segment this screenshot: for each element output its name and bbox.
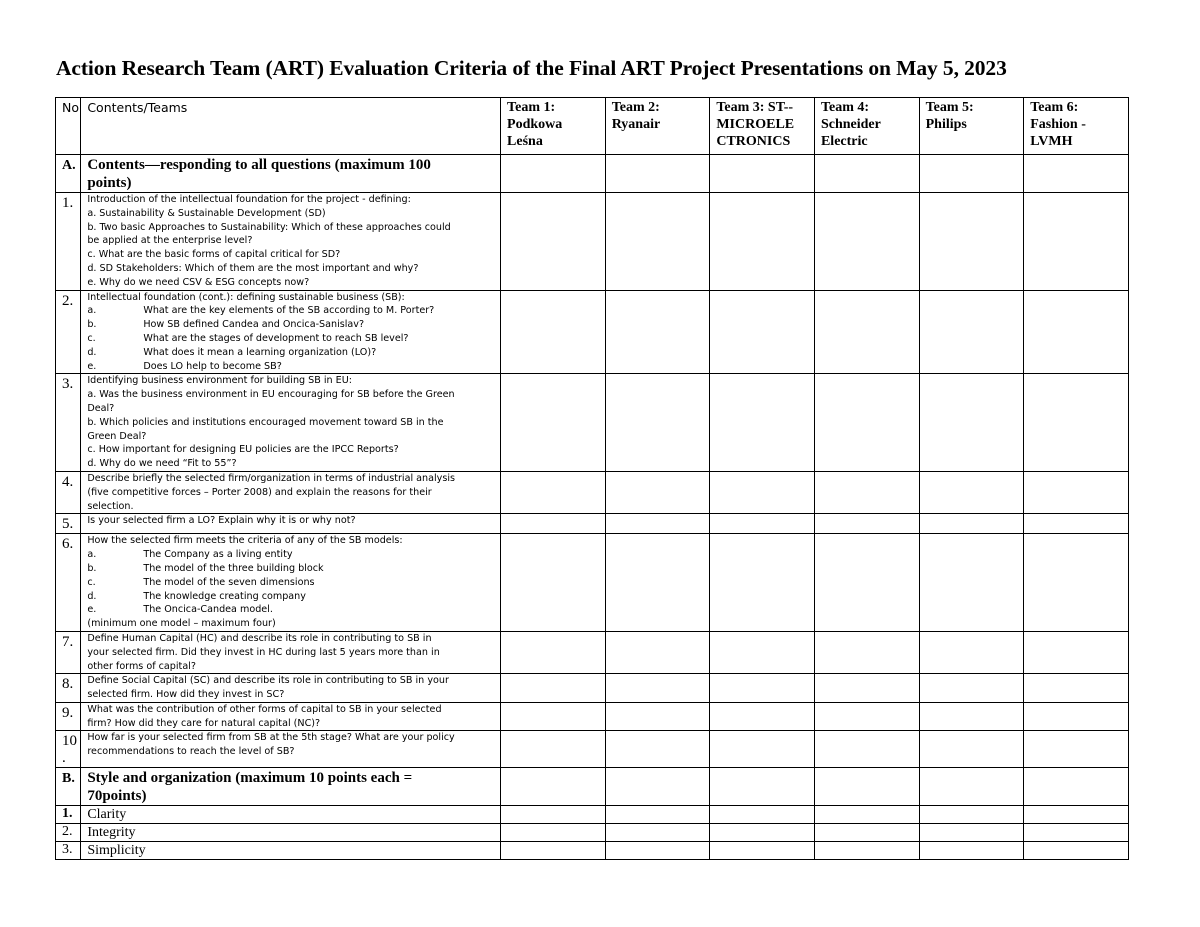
score-cell-team-2[interactable]: [605, 290, 710, 374]
score-cell-team-2[interactable]: [605, 842, 710, 860]
score-cell-team-3[interactable]: [710, 674, 815, 703]
score-cell-team-1[interactable]: [501, 806, 606, 824]
question-no-text: 3.: [62, 376, 74, 393]
question-line: Introduction of the intellectual foundation for the project - defining:: [87, 194, 411, 205]
question-row: [56, 534, 1129, 632]
question-no-text: 7.: [62, 633, 74, 650]
question-line: other forms of capital?: [87, 660, 196, 672]
question-no-text: 6.: [62, 536, 74, 553]
item-letter: b.: [87, 562, 97, 574]
question-text: [81, 702, 501, 731]
question-text: [81, 374, 501, 472]
team-name-line: LVMH: [1030, 134, 1073, 149]
question-line: selection.: [87, 500, 134, 512]
header-team-5: [919, 98, 1024, 155]
question-row: [56, 702, 1129, 731]
score-cell-team-6[interactable]: [1024, 374, 1129, 472]
score-cell-team-4[interactable]: [814, 674, 919, 703]
question-text: [81, 534, 501, 632]
question-text: [81, 471, 501, 513]
item-text: The model of the seven dimensions: [143, 576, 315, 588]
item-letter: c.: [87, 576, 96, 588]
question-item: [87, 603, 494, 617]
header-team-2: [605, 98, 710, 155]
page-title: Action Research Team (ART) Evaluation Criteria of the Final ART Project Presentations on May 5, 2023: [56, 56, 1007, 80]
score-cell-team-5[interactable]: [919, 193, 1024, 291]
score-cell-team-3[interactable]: [710, 374, 815, 472]
score-cell-team-1[interactable]: [501, 824, 606, 842]
header-no: No: [56, 98, 81, 155]
style-row: [56, 824, 1129, 842]
question-no-text: 5.: [62, 516, 74, 533]
question-item: [87, 590, 494, 604]
section-heading: [81, 768, 501, 806]
question-text: [81, 631, 501, 673]
section-b-row: [56, 768, 1129, 806]
question-line: What was the contribution of other forms of capital to SB in your selected: [87, 703, 442, 715]
question-no-text: 9.: [62, 704, 74, 721]
question-no: [56, 674, 81, 703]
question-no: [56, 374, 81, 472]
score-cell-team-4[interactable]: [814, 806, 919, 824]
style-no: 3.: [56, 842, 81, 860]
score-cell-team-1[interactable]: [501, 514, 606, 534]
question-no-text: 2.: [62, 292, 74, 309]
question-line: d. SD Stakeholders: Which of them are the most important and why?: [87, 262, 419, 274]
item-letter: c.: [87, 332, 96, 344]
score-cell-team-6[interactable]: [1024, 806, 1129, 824]
team-name-line: Team 3: ST--: [716, 100, 794, 115]
question-line: (five competitive forces – Porter 2008) and explain the reasons for their: [87, 486, 432, 498]
section-heading: [81, 155, 501, 193]
score-cell-team-4[interactable]: [814, 631, 919, 673]
score-cell-team-5[interactable]: [919, 842, 1024, 860]
score-cell-team-2[interactable]: [605, 514, 710, 534]
score-cell-team-6[interactable]: [1024, 193, 1129, 291]
question-item: [87, 562, 494, 576]
question-line: e. Why do we need CSV & ESG concepts now?: [87, 276, 310, 288]
question-item: [87, 548, 494, 562]
section-heading-line: points): [87, 175, 132, 191]
score-cell-team-6[interactable]: [1024, 514, 1129, 534]
score-cell-team-5[interactable]: [919, 471, 1024, 513]
item-letter: d.: [87, 346, 97, 358]
score-cell-team-4[interactable]: [814, 290, 919, 374]
score-cell-team-5[interactable]: [919, 768, 1024, 806]
score-cell-team-5[interactable]: [919, 534, 1024, 632]
score-cell-team-6[interactable]: [1024, 534, 1129, 632]
score-cell-team-3[interactable]: [710, 290, 815, 374]
question-row: [56, 631, 1129, 673]
score-cell-team-2[interactable]: [605, 702, 710, 731]
score-cell-team-2[interactable]: [605, 155, 710, 193]
question-text: [81, 674, 501, 703]
question-line: Green Deal?: [87, 430, 147, 442]
question-row: [56, 674, 1129, 703]
question-row: [56, 471, 1129, 513]
question-line: Define Human Capital (HC) and describe its role in contributing to SB in: [87, 632, 432, 644]
score-cell-team-1[interactable]: [501, 702, 606, 731]
score-cell-team-1[interactable]: [501, 471, 606, 513]
item-letter: e.: [87, 604, 97, 616]
score-cell-team-5[interactable]: [919, 824, 1024, 842]
score-cell-team-2[interactable]: [605, 534, 710, 632]
score-cell-team-4[interactable]: [814, 471, 919, 513]
score-cell-team-3[interactable]: [710, 514, 815, 534]
score-cell-team-1[interactable]: [501, 731, 606, 768]
question-line: a. Sustainability & Sustainable Development (SD): [87, 207, 326, 219]
question-no: [56, 193, 81, 291]
question-intro: Intellectual foundation (cont.): defining sustainable business (SB):: [87, 291, 405, 303]
question-row: [56, 731, 1129, 768]
question-item: [87, 360, 494, 374]
evaluation-table: [55, 97, 1129, 860]
header-team-6: [1024, 98, 1129, 155]
score-cell-team-2[interactable]: [605, 374, 710, 472]
score-cell-team-3[interactable]: [710, 155, 815, 193]
score-cell-team-6[interactable]: [1024, 824, 1129, 842]
score-cell-team-2[interactable]: [605, 806, 710, 824]
item-letter: e.: [87, 360, 97, 372]
score-cell-team-2[interactable]: [605, 824, 710, 842]
style-no: 2.: [56, 824, 81, 842]
question-item: [87, 346, 494, 360]
section-a-row: [56, 155, 1129, 193]
score-cell-team-1[interactable]: [501, 534, 606, 632]
question-row: [56, 193, 1129, 291]
question-no-text: .: [62, 750, 66, 767]
score-cell-team-3[interactable]: [710, 702, 815, 731]
question-no: [56, 471, 81, 513]
question-row: [56, 290, 1129, 374]
score-cell-team-5[interactable]: [919, 514, 1024, 534]
item-letter: a.: [87, 549, 97, 561]
score-cell-team-1[interactable]: [501, 842, 606, 860]
score-cell-team-3[interactable]: [710, 731, 815, 768]
question-line: c. How important for designing EU policies are the IPCC Reports?: [87, 444, 399, 456]
team-name-line: Ryanair: [611, 117, 661, 132]
question-line: recommendations to reach the level of SB?: [87, 746, 295, 758]
question-line: Define Social Capital (SC) and describe its role in contributing to SB in your: [87, 675, 449, 687]
question-line: be applied at the enterprise level?: [87, 235, 253, 247]
score-cell-team-6[interactable]: [1024, 290, 1129, 374]
section-no: A.: [56, 155, 81, 193]
question-row: [56, 374, 1129, 472]
score-cell-team-4[interactable]: [814, 702, 919, 731]
score-cell-team-1[interactable]: [501, 155, 606, 193]
score-cell-team-6[interactable]: [1024, 631, 1129, 673]
item-text: Does LO help to become SB?: [143, 360, 282, 372]
score-cell-team-3[interactable]: [710, 768, 815, 806]
item-text: The Company as a living entity: [143, 549, 293, 561]
question-text: [81, 193, 501, 291]
score-cell-team-6[interactable]: [1024, 471, 1129, 513]
question-item: [87, 318, 494, 332]
score-cell-team-5[interactable]: [919, 702, 1024, 731]
score-cell-team-2[interactable]: [605, 768, 710, 806]
item-text: The knowledge creating company: [143, 590, 306, 602]
item-text: What are the key elements of the SB according to M. Porter?: [143, 305, 435, 317]
question-no: [56, 514, 81, 534]
team-name-line: MICROELE: [716, 117, 795, 132]
score-cell-team-3[interactable]: [710, 471, 815, 513]
score-cell-team-3[interactable]: [710, 534, 815, 632]
question-no-text: 1.: [62, 195, 74, 211]
score-cell-team-4[interactable]: [814, 824, 919, 842]
question-line: Identifying business environment for building SB in EU:: [87, 375, 352, 387]
question-no: [56, 534, 81, 632]
score-cell-team-5[interactable]: [919, 806, 1024, 824]
score-cell-team-6[interactable]: [1024, 702, 1129, 731]
score-cell-team-2[interactable]: [605, 471, 710, 513]
score-cell-team-1[interactable]: [501, 374, 606, 472]
score-cell-team-6[interactable]: [1024, 674, 1129, 703]
question-no-text: 10: [62, 733, 77, 750]
question-item: [87, 304, 494, 318]
question-line: selected firm. How did they invest in SC?: [87, 689, 285, 701]
team-name-line: CTRONICS: [716, 134, 791, 149]
question-line: firm? How did they care for natural capital (NC)?: [87, 717, 321, 729]
question-line: d. Why do we need “Fit to 55”?: [87, 458, 237, 470]
style-row: [56, 842, 1129, 860]
score-cell-team-5[interactable]: [919, 374, 1024, 472]
question-outro: (minimum one model – maximum four): [87, 618, 276, 630]
score-cell-team-4[interactable]: [814, 768, 919, 806]
header-contents: Contents/Teams: [81, 98, 501, 155]
question-line: Is your selected firm a LO? Explain why it is or why not?: [87, 515, 356, 527]
score-cell-team-5[interactable]: [919, 155, 1024, 193]
score-cell-team-3[interactable]: [710, 631, 815, 673]
question-line: Deal?: [87, 402, 115, 414]
score-cell-team-4[interactable]: [814, 842, 919, 860]
team-name-line: Team 1:: [507, 100, 556, 115]
score-cell-team-6[interactable]: [1024, 155, 1129, 193]
question-line: your selected firm. Did they invest in HC during last 5 years more than in: [87, 646, 440, 658]
score-cell-team-1[interactable]: [501, 631, 606, 673]
question-intro: How the selected firm meets the criteria of any of the SB models:: [87, 535, 403, 547]
team-name-line: Team 4:: [820, 100, 870, 115]
question-line: How far is your selected firm from SB at the 5th stage? What are your policy: [87, 732, 455, 744]
question-line: b. Two basic Approaches to Sustainability: Which of these approaches could: [87, 221, 451, 233]
score-cell-team-3[interactable]: [710, 806, 815, 824]
section-heading-line: Style and organization (maximum 10 points each =: [87, 770, 413, 787]
question-line: a. Was the business environment in EU encouraging for SB before the Green: [87, 389, 455, 401]
score-cell-team-3[interactable]: [710, 824, 815, 842]
score-cell-team-5[interactable]: [919, 290, 1024, 374]
team-name-line: Team 5:: [925, 100, 974, 115]
score-cell-team-5[interactable]: [919, 731, 1024, 768]
question-row: [56, 514, 1129, 534]
item-letter: a.: [87, 305, 97, 317]
item-text: What are the stages of development to reach SB level?: [143, 332, 409, 344]
section-no: B.: [56, 768, 81, 806]
question-text: [81, 731, 501, 768]
score-cell-team-4[interactable]: [814, 514, 919, 534]
score-cell-team-3[interactable]: [710, 193, 815, 291]
score-cell-team-4[interactable]: [814, 374, 919, 472]
score-cell-team-4[interactable]: [814, 155, 919, 193]
score-cell-team-1[interactable]: [501, 193, 606, 291]
team-name-line: Electric: [820, 134, 868, 149]
question-text: [81, 514, 501, 534]
question-text: [81, 290, 501, 374]
score-cell-team-5[interactable]: [919, 631, 1024, 673]
score-cell-team-4[interactable]: [814, 731, 919, 768]
header-team-3: [710, 98, 815, 155]
question-no: [56, 631, 81, 673]
score-cell-team-6[interactable]: [1024, 842, 1129, 860]
question-no: [56, 290, 81, 374]
item-text: How SB defined Candea and Oncica-Sanislav?: [143, 319, 365, 331]
score-cell-team-6[interactable]: [1024, 731, 1129, 768]
score-cell-team-6[interactable]: [1024, 768, 1129, 806]
score-cell-team-2[interactable]: [605, 731, 710, 768]
style-label: Integrity: [81, 824, 501, 842]
score-cell-team-5[interactable]: [919, 674, 1024, 703]
item-text: What does it mean a learning organization (LO)?: [143, 346, 377, 358]
item-letter: b.: [87, 319, 97, 331]
team-name-line: Schneider: [820, 117, 881, 132]
question-no: [56, 731, 81, 768]
header-row: [56, 98, 1129, 155]
score-cell-team-3[interactable]: [710, 842, 815, 860]
header-team-4: [814, 98, 919, 155]
score-cell-team-2[interactable]: [605, 193, 710, 291]
question-no: [56, 702, 81, 731]
style-label: Simplicity: [81, 842, 501, 860]
question-item: [87, 576, 494, 590]
team-name-line: Fashion -: [1030, 117, 1086, 132]
item-text: The Oncica-Candea model.: [143, 604, 273, 616]
team-name-line: Podkowa: [507, 117, 563, 132]
question-line: Describe briefly the selected firm/organization in terms of industrial analysis: [87, 472, 456, 484]
section-heading-line: 70points): [87, 788, 147, 805]
team-name-line: Team 6:: [1030, 100, 1079, 115]
score-cell-team-2[interactable]: [605, 631, 710, 673]
score-cell-team-2[interactable]: [605, 674, 710, 703]
score-cell-team-4[interactable]: [814, 193, 919, 291]
style-row: [56, 806, 1129, 824]
question-line: c. What are the basic forms of capital critical for SD?: [87, 249, 341, 261]
team-name-line: Philips: [925, 117, 967, 132]
item-letter: d.: [87, 590, 97, 602]
question-item: [87, 332, 494, 346]
team-name-line: Team 2:: [611, 100, 660, 115]
question-no-text: 4.: [62, 473, 74, 490]
question-line: b. Which policies and institutions encouraged movement toward SB in the: [87, 416, 444, 428]
header-team-1: [501, 98, 606, 155]
question-no-text: 8.: [62, 676, 74, 693]
score-cell-team-1[interactable]: [501, 674, 606, 703]
section-heading-line: Contents—responding to all questions (maximum 100: [87, 157, 431, 173]
team-name-line: Leśna: [507, 134, 543, 149]
style-label: Clarity: [81, 806, 501, 824]
score-cell-team-1[interactable]: [501, 290, 606, 374]
style-no: 1.: [56, 806, 81, 824]
item-text: The model of the three building block: [143, 562, 324, 574]
score-cell-team-1[interactable]: [501, 768, 606, 806]
score-cell-team-4[interactable]: [814, 534, 919, 632]
